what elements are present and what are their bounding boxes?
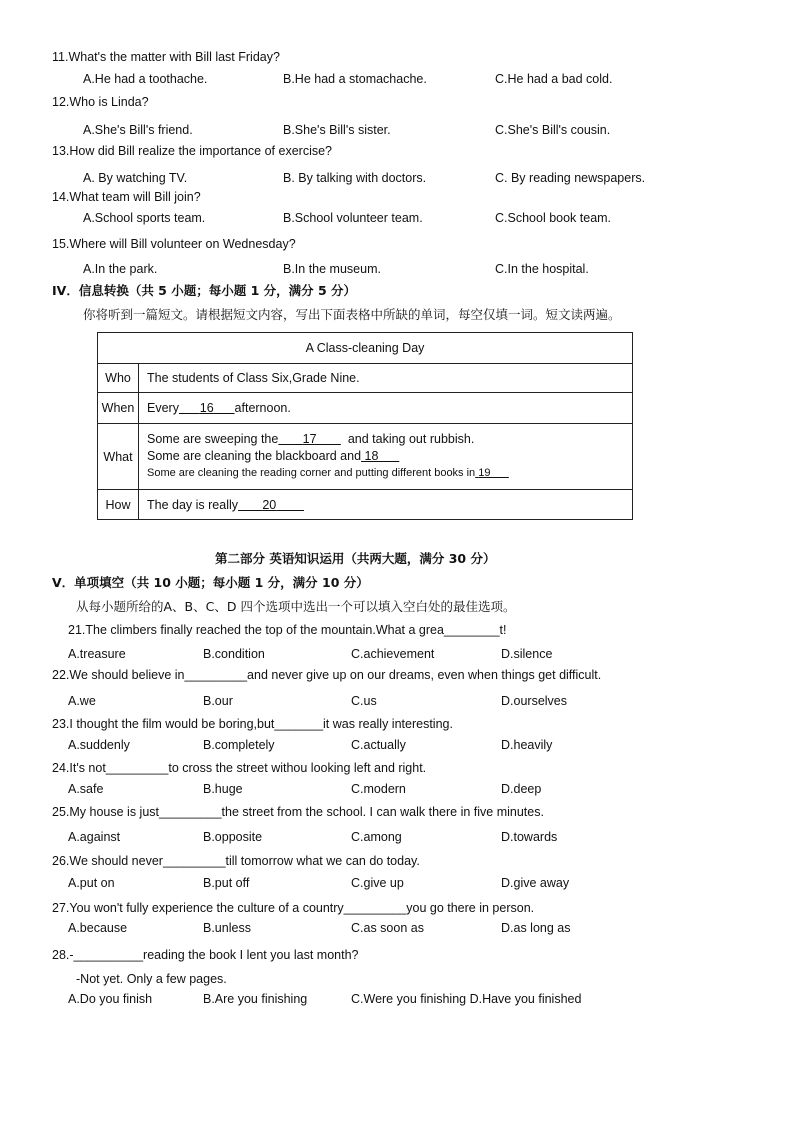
blank-18-number: 18 <box>364 449 379 463</box>
who-label: Who <box>98 364 139 393</box>
how-label: How <box>98 490 139 520</box>
question-11: 11.What's the matter with Bill last Friday? <box>52 50 280 64</box>
q24-option-d: D.deep <box>501 782 542 796</box>
q15-option-a: A.In the park. <box>83 262 158 276</box>
q26-option-a: A.put on <box>68 876 115 890</box>
blank-17[interactable] <box>278 432 341 446</box>
q12-option-c: C.She's Bill's cousin. <box>495 123 611 137</box>
blank-20-number: 20 <box>262 497 277 512</box>
q11-option-a: A.He had a toothache. <box>83 72 208 86</box>
q25-option-d: D.towards <box>501 830 558 844</box>
q13-option-c: C. By reading newspapers. <box>495 171 646 185</box>
q28-option-c-d: C.Were you finishing D.Have you finished <box>351 992 582 1006</box>
q27-option-b: B.unless <box>203 921 251 935</box>
q23-option-d: D.heavily <box>501 738 553 752</box>
q12-option-b: B.She's Bill's sister. <box>283 123 391 137</box>
what-line-3 <box>147 465 624 482</box>
section-5-instruction: 从每小题所给的A、B、C、D 四个选项中选出一个可以填入空白处的最佳选项。 <box>76 599 516 614</box>
q28-option-a: A.Do you finish <box>68 992 153 1006</box>
question-22: 22.We should believe in_________and never give up on our dreams, even when things get difficult. <box>52 668 602 682</box>
section-4-heading: IV．信息转换（共 5 小题；每小题 1 分，满分 5 分） <box>52 283 357 298</box>
q25-option-b: B.opposite <box>203 830 263 844</box>
q22-option-a: A.we <box>68 694 96 708</box>
info-table <box>97 332 633 520</box>
q26-option-c: C.give up <box>351 876 404 890</box>
q21-option-b: B.condition <box>203 647 265 661</box>
q22-option-b: B.our <box>203 694 233 708</box>
question-15: 15.Where will Bill volunteer on Wednesday? <box>52 237 296 251</box>
how-cell <box>139 490 633 520</box>
question-26: 26.We should never_________till tomorrow what we can do today. <box>52 854 420 868</box>
question-24: 24.It's not_________to cross the street withou looking left and right. <box>52 761 427 775</box>
blank-16[interactable] <box>179 401 235 415</box>
q25-option-a: A.against <box>68 830 121 844</box>
question-25: 25.My house is just_________the street from the school. I can walk there in five minutes. <box>52 805 544 819</box>
q22-option-c: C.us <box>351 694 377 708</box>
blank-20[interactable] <box>238 498 304 512</box>
when-post: afternoon. <box>234 401 291 415</box>
what-line-2-pre: Some are cleaning the blackboard and <box>147 449 362 463</box>
q24-option-c: C.modern <box>351 782 406 796</box>
q24-option-a: A.safe <box>68 782 104 796</box>
q21-option-c: C.achievement <box>351 647 435 661</box>
what-line-1 <box>147 431 624 448</box>
question-12: 12.Who is Linda? <box>52 95 149 109</box>
what-line-2 <box>147 448 624 465</box>
question-23: 23.I thought the film would be boring,but_______it was really interesting. <box>52 717 453 731</box>
q15-option-c: C.In the hospital. <box>495 262 589 276</box>
q15-option-b: B.In the museum. <box>283 262 381 276</box>
q25-option-c: C.among <box>351 830 402 844</box>
when-pre: Every <box>147 401 179 415</box>
blank-17-number: 17 <box>302 432 317 446</box>
q21-option-a: A.treasure <box>68 647 126 661</box>
how-pre: The day is really <box>147 497 239 512</box>
blank-19[interactable] <box>475 467 509 479</box>
blank-18[interactable] <box>361 449 399 463</box>
section-4-instruction: 你将听到一篇短文。请根据短文内容，写出下面表格中所缺的单词，每空仅填一词。短文读两遍。 <box>83 307 621 322</box>
table-title: A Class-cleaning Day <box>98 333 633 364</box>
who-cell <box>139 364 633 393</box>
question-28: 28.-__________reading the book I lent you last month? <box>52 948 359 962</box>
section-5-heading: V．单项填空（共 10 小题；每小题 1 分，满分 10 分） <box>52 575 369 590</box>
question-21: 21.The climbers finally reached the top of the mountain.What a grea________t! <box>68 623 507 637</box>
q23-option-b: B.completely <box>203 738 275 752</box>
q27-option-c: C.as soon as <box>351 921 424 935</box>
q12-option-a: A.She's Bill's friend. <box>83 123 193 137</box>
q26-option-b: B.put off <box>203 876 250 890</box>
what-line-1-post: and taking out rubbish. <box>347 432 475 446</box>
q11-option-c: C.He had a bad cold. <box>495 72 613 86</box>
question-13: 13.How did Bill realize the importance of exercise? <box>52 144 332 158</box>
question-14: 14.What team will Bill join? <box>52 190 201 204</box>
when-label: When <box>98 393 139 424</box>
q27-option-d: D.as long as <box>501 921 571 935</box>
q23-option-a: A.suddenly <box>68 738 130 752</box>
q14-option-b: B.School volunteer team. <box>283 211 423 225</box>
q13-option-b: B. By talking with doctors. <box>283 171 427 185</box>
q23-option-c: C.actually <box>351 738 406 752</box>
question-27: 27.You won't fully experience the culture of a country_________you go there in person. <box>52 901 535 915</box>
q14-option-a: A.School sports team. <box>83 211 206 225</box>
q26-option-d: D.give away <box>501 876 570 890</box>
q27-option-a: A.because <box>68 921 128 935</box>
q24-option-b: B.huge <box>203 782 243 796</box>
question-28-reply: -Not yet. Only a few pages. <box>76 972 227 986</box>
q28-option-b: B.Are you finishing <box>203 992 308 1006</box>
q21-option-d: D.silence <box>501 647 553 661</box>
blank-19-number: 19 <box>478 467 491 479</box>
part-2-heading: 第二部分 英语知识运用（共两大题，满分 30 分） <box>215 551 496 566</box>
q22-option-d: D.ourselves <box>501 694 567 708</box>
what-line-3-pre: Some are cleaning the reading corner and putting different books in <box>147 467 476 479</box>
blank-16-number: 16 <box>199 401 214 415</box>
q14-option-c: C.School book team. <box>495 211 612 225</box>
q13-option-a: A. By watching TV. <box>83 171 188 185</box>
what-cell <box>139 424 633 490</box>
who-text: The students of Class Six,Grade Nine. <box>147 371 360 385</box>
what-label: What <box>98 424 139 490</box>
what-line-1-pre: Some are sweeping the <box>147 432 279 446</box>
q11-option-b: B.He had a stomachache. <box>283 72 427 86</box>
when-cell <box>139 393 633 424</box>
